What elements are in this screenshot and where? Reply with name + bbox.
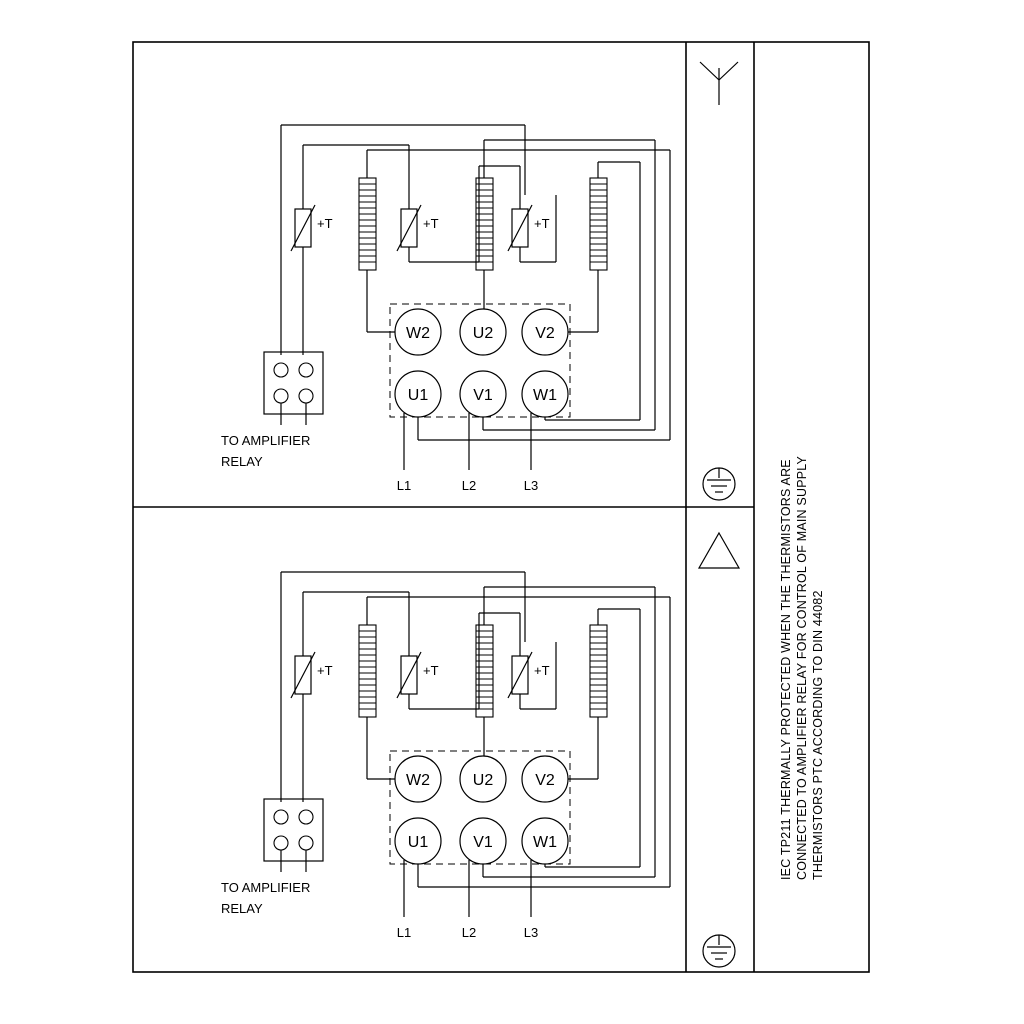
thermistor-3-star [508, 195, 550, 262]
side-note-line-3: THERMISTORS PTC ACCORDING TO DIN 44082 [811, 590, 825, 880]
winding-coil-1-star [359, 178, 376, 270]
terminal-label-w1-delta: W1 [533, 834, 557, 851]
delta-symbol [699, 533, 739, 568]
amplifier-label-line2-delta: RELAY [221, 901, 263, 916]
side-note-block [779, 456, 825, 880]
supply-label-l1-star: L1 [396, 478, 412, 493]
supply-label-l2-star: L2 [461, 478, 477, 493]
terminal-row-top-delta [395, 756, 568, 802]
terminal-label-v2-delta: V2 [535, 772, 555, 789]
side-note-line-1: IEC TP211 THERMALLY PROTECTED WHEN THE THERMISTORS ARE [779, 459, 793, 880]
terminal-row-bottom-star [395, 371, 568, 417]
thermistor-label-2-star: +T [423, 216, 439, 231]
thermistor-label-3-delta: +T [534, 663, 550, 678]
thermistor-label-1-delta: +T [317, 663, 333, 678]
thermistor-2-delta [397, 642, 439, 709]
amplifier-terminal-box-delta [264, 799, 323, 872]
winding-coil-3-delta [590, 625, 607, 717]
wye-symbol [700, 62, 738, 105]
thermistor-label-2-delta: +T [423, 663, 439, 678]
earth-ground-icon-star [703, 468, 735, 500]
terminal-label-v1-delta: V1 [473, 834, 493, 851]
amplifier-terminal-box-star [264, 352, 323, 425]
winding-coil-3-star [590, 178, 607, 270]
terminal-row-top-star [395, 309, 568, 355]
winding-coil-1-delta [359, 625, 376, 717]
terminal-label-u1-star: U1 [407, 387, 429, 404]
amplifier-label-line2-star: RELAY [221, 454, 263, 469]
panel-delta [221, 533, 739, 967]
earth-ground-icon-delta [703, 935, 735, 967]
supply-label-l3-star: L3 [523, 478, 539, 493]
panel-star [221, 62, 738, 500]
thermistor-label-3-star: +T [534, 216, 550, 231]
amplifier-label-line1-delta: TO AMPLIFIER [221, 880, 311, 895]
supply-label-l2-delta: L2 [461, 925, 477, 940]
winding-wiring-delta [367, 587, 670, 917]
side-note-line-2: CONNECTED TO AMPLIFIER RELAY FOR CONTROL OF MAIN SUPPLY [795, 455, 809, 880]
terminal-label-v2-star: V2 [535, 325, 555, 342]
thermistor-3-delta [508, 642, 550, 709]
terminal-row-bottom-delta [395, 818, 568, 864]
terminal-label-u2-star: U2 [472, 325, 494, 342]
terminal-label-w1-star: W1 [533, 387, 557, 404]
terminal-label-u1-delta: U1 [407, 834, 429, 851]
thermistor-1-delta [291, 642, 333, 709]
thermistor-label-1-star: +T [317, 216, 333, 231]
amplifier-label-line1-star: TO AMPLIFIER [221, 433, 311, 448]
terminal-label-w2-delta: W2 [406, 772, 430, 789]
thermistor-1-star [291, 195, 333, 262]
supply-label-l3-delta: L3 [523, 925, 539, 940]
terminal-label-w2-star: W2 [406, 325, 430, 342]
supply-label-l1-delta: L1 [396, 925, 412, 940]
terminal-label-v1-star: V1 [473, 387, 493, 404]
terminal-label-u2-delta: U2 [472, 772, 494, 789]
winding-wiring-star [367, 140, 670, 470]
thermistor-2-star [397, 195, 439, 262]
